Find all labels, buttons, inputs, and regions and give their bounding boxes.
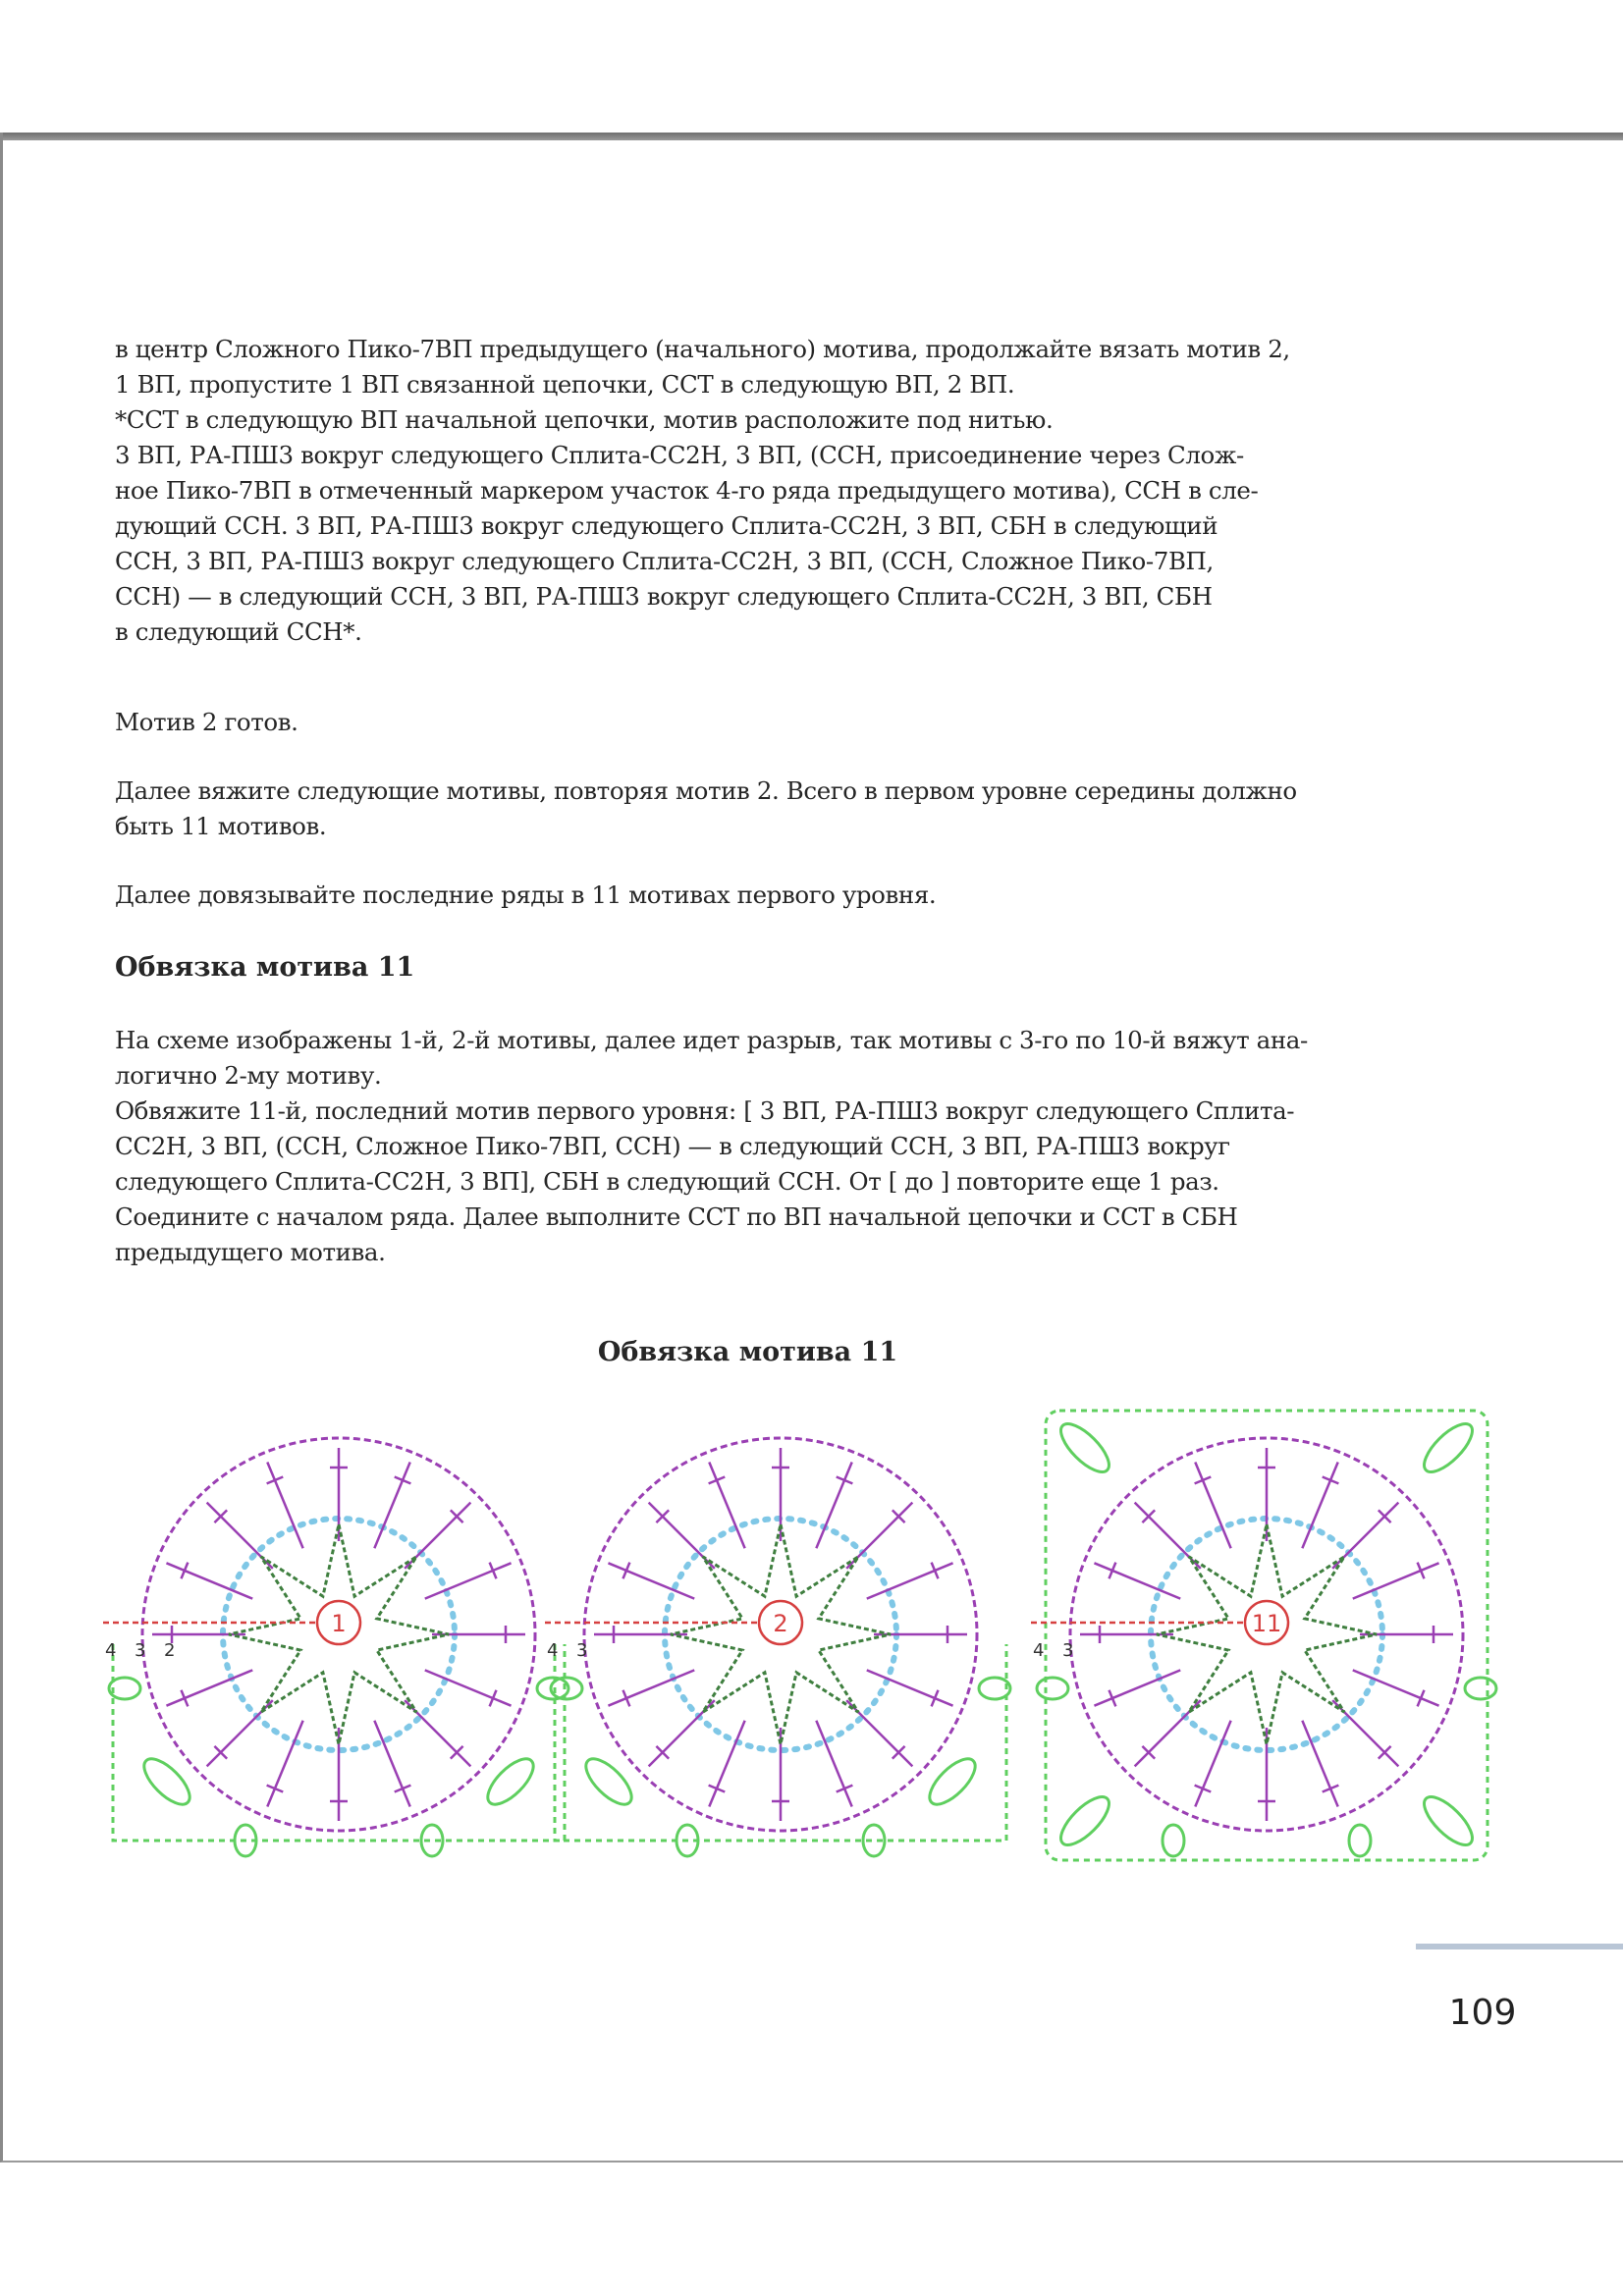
text-line: предыдущего мотива. [115, 1238, 386, 1266]
corner-petal [481, 1752, 541, 1812]
motif-number: 11 [1251, 1610, 1282, 1637]
paragraph-edging [115, 1023, 1313, 1270]
text-line: На схеме изображены 1-й, 2-й мотивы, далее идет разрыв, так мотивы с 3-го по 10-й вяжут ана- [115, 1026, 1308, 1054]
text-line: в центр Сложного Пико-7ВП предыдущего (начального) мотива, продолжайте вязать мотив 2, [115, 335, 1290, 363]
text-line: СС2Н, 3 ВП, (ССН, Сложное Пико-7ВП, ССН) — в следующий ССН, 3 ВП, РА-ПШ3 вокруг [115, 1132, 1230, 1160]
radial-stitch [608, 1670, 694, 1705]
motif [1031, 1411, 1496, 1860]
row-label: 2 [164, 1640, 176, 1661]
corner-petal [923, 1752, 983, 1812]
radial-stitch [816, 1462, 851, 1548]
text-line: следующего Сплита-СС2Н, 3 ВП], СБН в следующий ССН. От [ до ] повторите еще 1 раз. [115, 1167, 1219, 1196]
text-line: Далее довязывайте последние ряды в 11 мотивах первого уровня. [115, 881, 937, 909]
motif [103, 1438, 568, 1856]
radial-stitch [425, 1563, 512, 1598]
figure-title: Обвязка мотива 11 [597, 1337, 898, 1367]
text-line: Далее вяжите следующие мотивы, повторяя мотив 2. Всего в первом уровне середины должно [115, 776, 1297, 805]
radial-stitch [867, 1670, 953, 1705]
radial-stitch [374, 1721, 409, 1807]
bottom-picot [1163, 1825, 1184, 1856]
radial-stitch [816, 1721, 851, 1807]
radial-stitch [425, 1670, 512, 1705]
radial-stitch [1094, 1563, 1180, 1598]
radial-stitch [867, 1563, 953, 1598]
crochet-diagram [105, 1394, 1522, 1855]
row-label: 4 [1033, 1640, 1045, 1661]
radial-stitch [374, 1462, 409, 1548]
paragraph-next-motifs [115, 774, 1313, 844]
text-line: дующий ССН. 3 ВП, РА-ПШ3 вокруг следующего Сплита-СС2Н, 3 ВП, СБН в следующий [115, 511, 1218, 540]
radial-stitch [166, 1563, 252, 1598]
radial-stitch [1353, 1670, 1439, 1705]
radial-stitch [1302, 1462, 1337, 1548]
corner-petal [1417, 1789, 1480, 1852]
radial-stitch [709, 1462, 744, 1548]
radial-stitch [166, 1670, 252, 1705]
row-label: 3 [135, 1640, 146, 1661]
section-heading: Обвязка мотива 11 [115, 952, 415, 983]
text-line: ССН, 3 ВП, РА-ПШ3 вокруг следующего Сплита-СС2Н, 3 ВП, (ССН, Сложное Пико-7ВП, [115, 547, 1214, 575]
text-line: логично 2-му мотиву. [115, 1061, 382, 1090]
corner-petal [1054, 1416, 1116, 1479]
radial-stitch [267, 1462, 302, 1548]
radial-stitch [1094, 1670, 1180, 1705]
side-picot [1037, 1678, 1068, 1699]
text-line: ССН) — в следующий ССН, 3 ВП, РА-ПШ3 вокруг следующего Сплита-СС2Н, 3 ВП, СБН [115, 582, 1213, 611]
radial-stitch [709, 1721, 744, 1807]
bottom-picot [1349, 1825, 1371, 1856]
row-label: 4 [547, 1640, 559, 1661]
paragraph-motif-ready [115, 705, 1313, 740]
side-rule [1416, 1944, 1623, 1949]
text-line: 1 ВП, пропустите 1 ВП связанной цепочки, ССТ в следующую ВП, 2 ВП. [115, 370, 1015, 399]
radial-stitch [1195, 1721, 1230, 1807]
row-label: 3 [1062, 1640, 1074, 1661]
text-line: в следующий ССН*. [115, 617, 362, 646]
corner-petal [1054, 1789, 1116, 1852]
motif-number: 1 [331, 1610, 347, 1637]
radial-stitch [267, 1721, 302, 1807]
radial-stitch [1353, 1563, 1439, 1598]
text-line: Мотив 2 готов. [115, 708, 298, 736]
radial-stitch [1195, 1462, 1230, 1548]
text-line: быть 11 мотивов. [115, 812, 327, 840]
radial-stitch [1302, 1721, 1337, 1807]
text-line: 3 ВП, РА-ПШ3 вокруг следующего Сплита-СС2Н, 3 ВП, (ССН, присоединение через Слож- [115, 441, 1244, 469]
side-picot [1465, 1678, 1496, 1699]
motif [545, 1438, 1010, 1856]
row-label: 4 [105, 1640, 117, 1661]
radial-stitch [608, 1563, 694, 1598]
corner-petal [1417, 1416, 1480, 1479]
text-line: Соедините с началом ряда. Далее выполните ССТ по ВП начальной цепочки и ССТ в СБН [115, 1202, 1238, 1231]
text-line: ное Пико-7ВП в отмеченный маркером участок 4-го ряда предыдущего мотива), ССН в сле- [115, 476, 1259, 505]
motif-number: 2 [773, 1610, 788, 1637]
text-line: Обвяжите 11-й, последний мотив первого уровня: [ 3 ВП, РА-ПШ3 вокруг следующего Сплита- [115, 1096, 1295, 1125]
paragraph-instructions [115, 332, 1313, 650]
text-line: *ССТ в следующую ВП начальной цепочки, мотив расположите под нитью. [115, 405, 1054, 434]
row-label: 3 [576, 1640, 588, 1661]
paragraph-last-rows [115, 878, 1313, 913]
page-number: 109 [1448, 1993, 1517, 2033]
